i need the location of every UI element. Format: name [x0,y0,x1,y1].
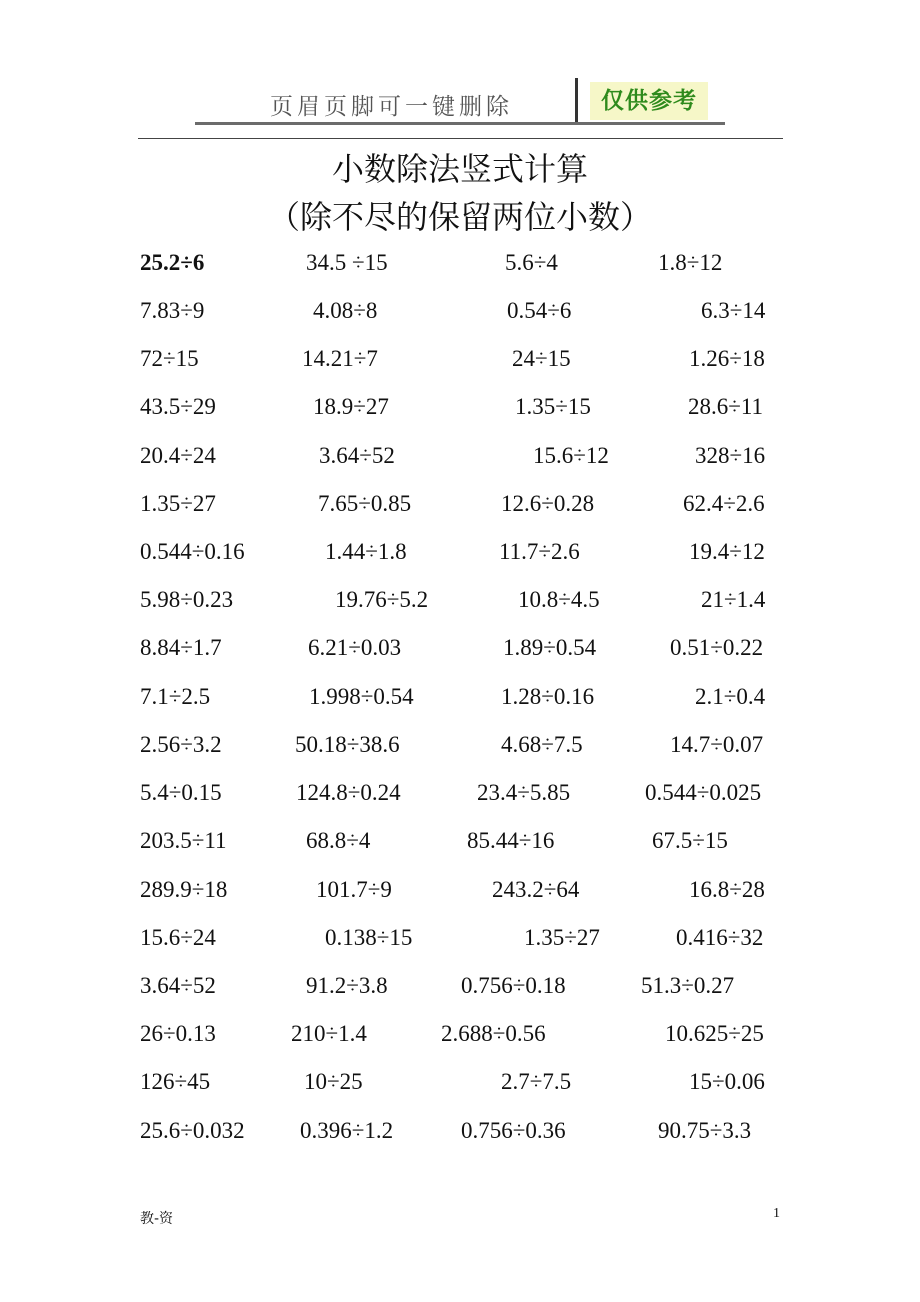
division-problem: 101.7÷9 [316,877,392,902]
division-problem: 1.35÷15 [515,394,591,419]
page-number: 1 [773,1206,780,1221]
division-problem: 90.75÷3.3 [658,1118,752,1143]
division-problem: 72÷15 [140,346,199,371]
division-problem: 7.65÷0.85 [318,491,412,516]
division-problem: 5.6÷4 [505,250,558,275]
division-problem: 15.6÷12 [533,443,609,468]
header-rule [138,138,783,139]
division-problem: 34.5 ÷15 [306,250,388,275]
header-text: 页眉页脚可一键删除 [270,94,513,120]
division-problem: 5.4÷0.15 [140,780,222,805]
division-problem: 3.64÷52 [140,973,216,998]
division-problem: 1.8÷12 [658,250,723,275]
division-problem: 23.4÷5.85 [477,780,571,805]
division-problem: 124.8÷0.24 [296,780,401,805]
division-problem: 0.544÷0.025 [645,780,762,805]
division-problem: 67.5÷15 [652,828,728,853]
division-problem: 6.21÷0.03 [308,635,402,660]
division-problem: 19.4÷12 [689,539,765,564]
division-problem: 1.89÷0.54 [503,635,597,660]
division-problem: 26÷0.13 [140,1021,216,1046]
page-title: 小数除法竖式计算 [331,150,588,188]
division-problem: 1.44÷1.8 [325,539,407,564]
division-problem: 1.28÷0.16 [501,684,595,709]
division-problem: 20.4÷24 [140,443,216,468]
division-problem: 10÷25 [304,1069,363,1094]
header-divider [575,78,578,125]
division-problem: 91.2÷3.8 [306,973,388,998]
division-problem: 85.44÷16 [467,828,555,853]
division-problem: 243.2÷64 [492,877,580,902]
division-problem: 0.416÷32 [676,925,764,950]
division-problem: 51.3÷0.27 [641,973,735,998]
division-problem: 0.544÷0.16 [140,539,245,564]
division-problem: 2.1÷0.4 [695,684,766,709]
division-problem: 0.51÷0.22 [670,635,764,660]
division-problem: 25.2÷6 [140,250,205,275]
division-problem: 0.756÷0.36 [461,1118,566,1143]
division-problem: 4.08÷8 [313,298,378,323]
reference-only-badge: 仅供参考 [590,82,708,120]
division-problem: 7.1÷2.5 [140,684,211,709]
header-underline [195,122,725,125]
division-problem: 14.21÷7 [302,346,378,371]
footer-label: 教-资 [140,1211,174,1227]
division-problem: 2.7÷7.5 [501,1069,572,1094]
page-subtitle: （除不尽的保留两位小数） [267,198,652,236]
division-problem: 1.998÷0.54 [309,684,414,709]
division-problem: 10.625÷25 [665,1021,764,1046]
division-problem: 16.8÷28 [689,877,765,902]
division-problem: 0.756÷0.18 [461,973,566,998]
division-problem: 15.6÷24 [140,925,216,950]
division-problem: 126÷45 [140,1069,211,1094]
division-problem: 210÷1.4 [291,1021,367,1046]
division-problem: 5.98÷0.23 [140,587,234,612]
header-banner [195,78,725,128]
division-problem: 1.35÷27 [140,491,216,516]
division-problem: 24÷15 [512,346,571,371]
division-problem: 328÷16 [695,443,766,468]
division-problem: 1.26÷18 [689,346,765,371]
division-problem: 8.84÷1.7 [140,635,222,660]
division-problem: 15÷0.06 [689,1069,765,1094]
division-problem: 0.396÷1.2 [300,1118,394,1143]
division-problem: 14.7÷0.07 [670,732,764,757]
division-problem: 0.54÷6 [507,298,572,323]
division-problem: 289.9÷18 [140,877,228,902]
division-problem: 11.7÷2.6 [499,539,580,564]
division-problem: 4.68÷7.5 [501,732,583,757]
division-problem: 6.3÷14 [701,298,766,323]
division-problem: 28.6÷11 [688,394,764,419]
division-problem: 19.76÷5.2 [335,587,429,612]
division-problem: 7.83÷9 [140,298,205,323]
division-problem: 2.688÷0.56 [441,1021,546,1046]
division-problem: 50.18÷38.6 [295,732,400,757]
division-problem: 25.6÷0.032 [140,1118,245,1143]
division-problem: 43.5÷29 [140,394,216,419]
division-problem: 0.138÷15 [325,925,413,950]
division-problem: 68.8÷4 [306,828,371,853]
division-problem: 12.6÷0.28 [501,491,595,516]
division-problem: 2.56÷3.2 [140,732,222,757]
division-problem: 10.8÷4.5 [518,587,600,612]
division-problem: 21÷1.4 [701,587,766,612]
division-problem: 3.64÷52 [319,443,395,468]
division-problem: 1.35÷27 [524,925,600,950]
division-problem: 203.5÷11 [140,828,227,853]
division-problem: 62.4÷2.6 [683,491,765,516]
division-problem: 18.9÷27 [313,394,389,419]
